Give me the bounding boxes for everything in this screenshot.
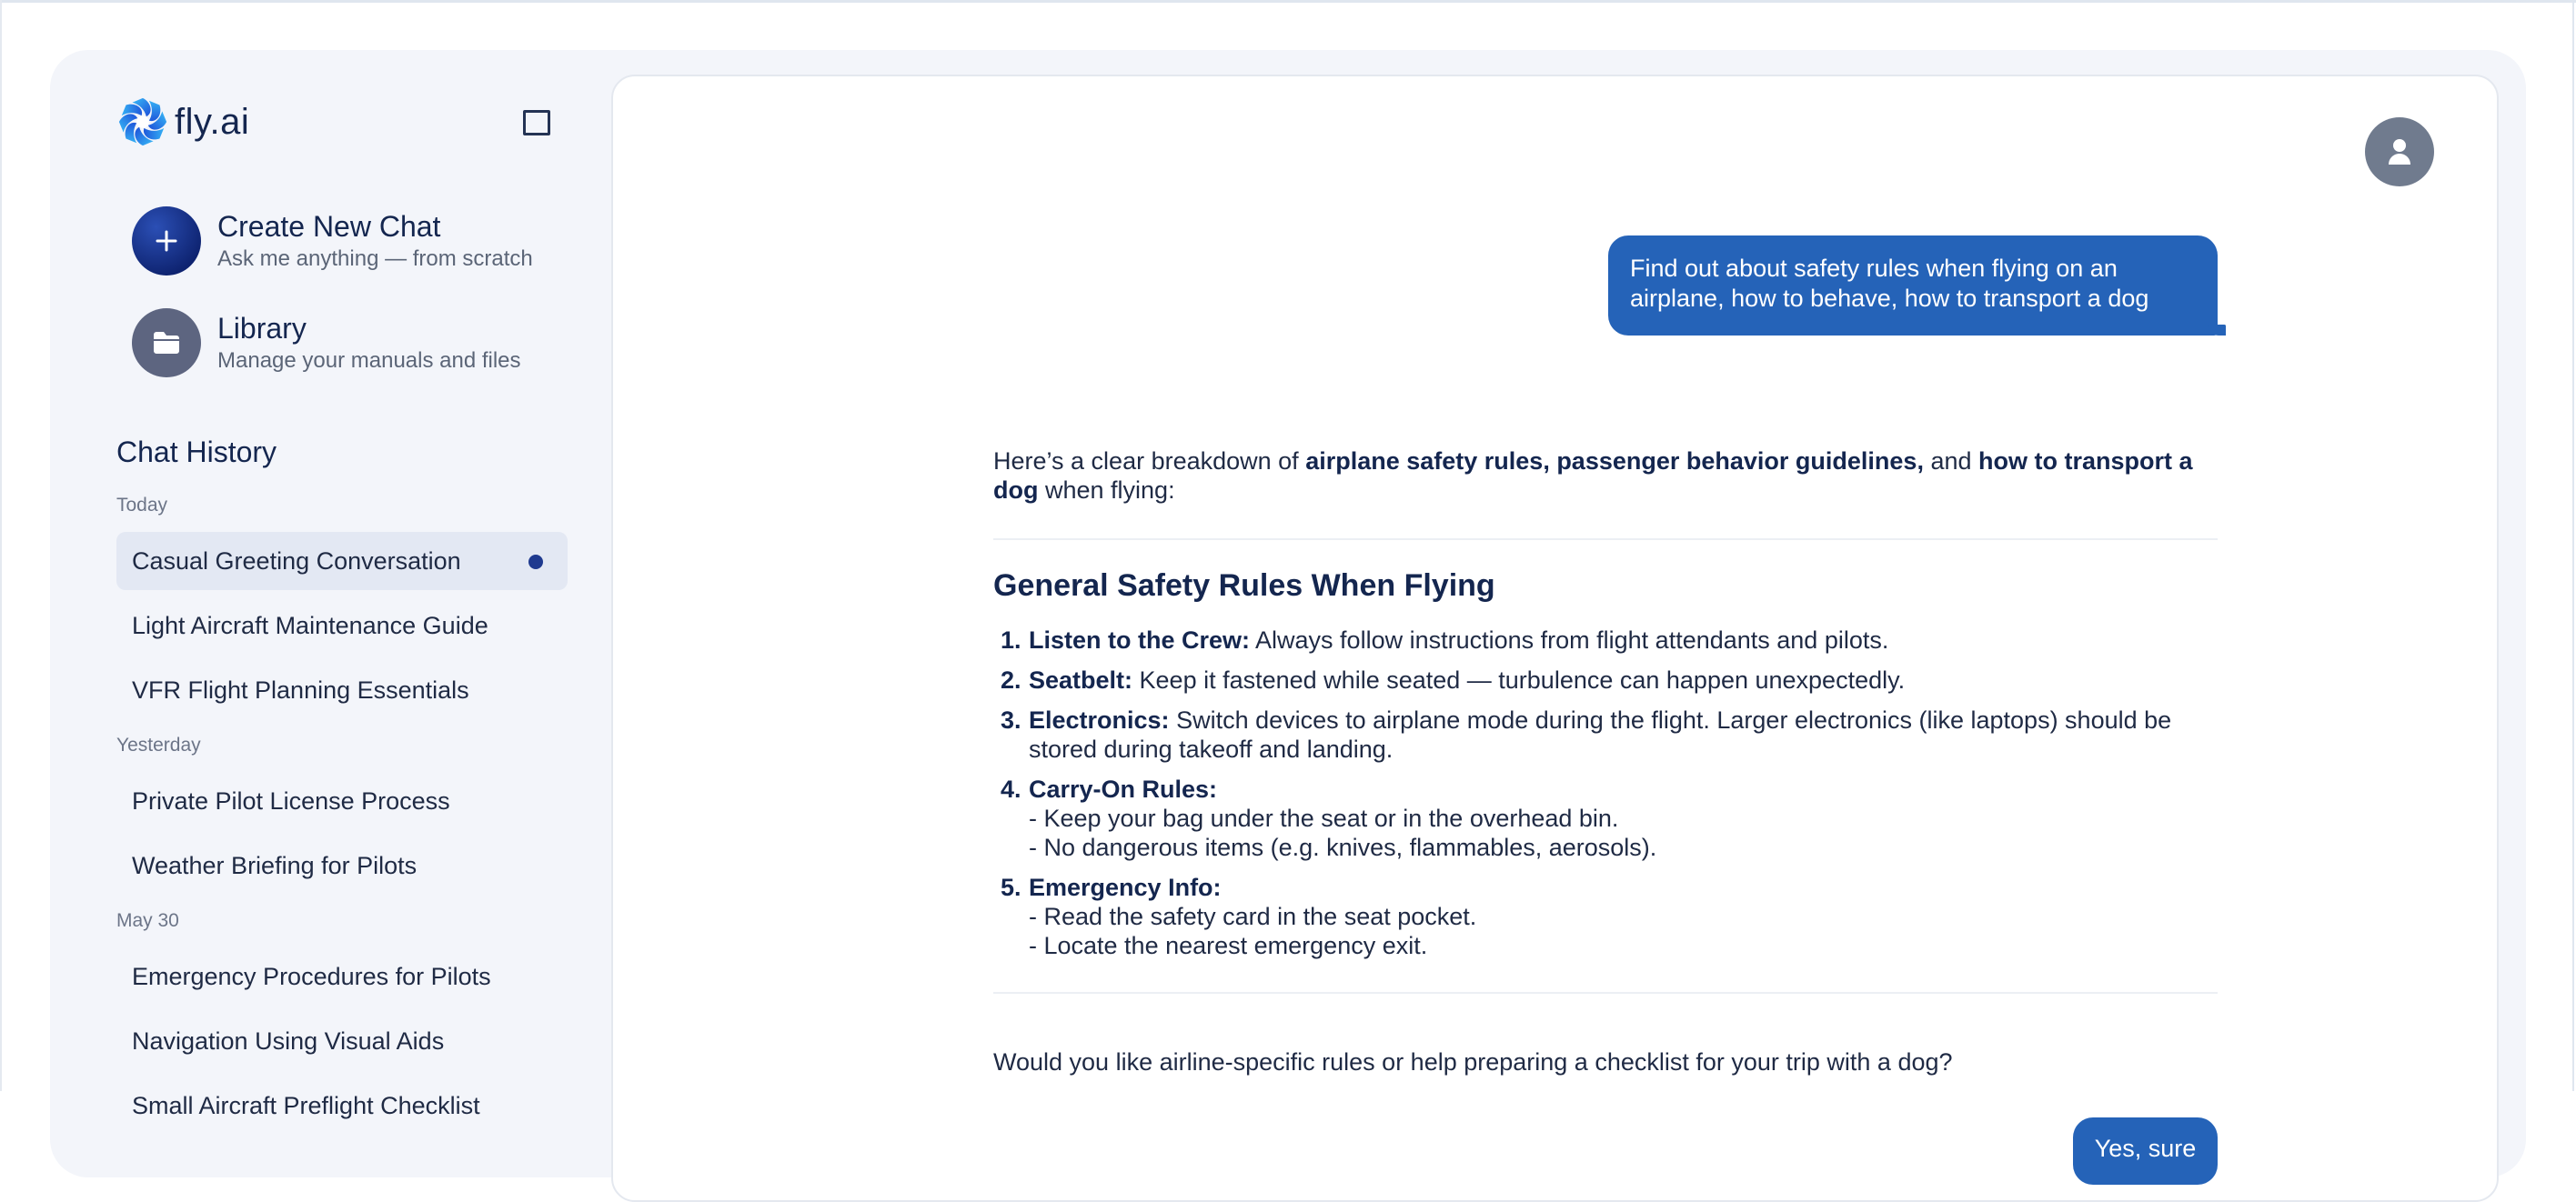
rule-item — [993, 873, 2221, 960]
window-right-border — [2572, 0, 2574, 1091]
brand-name: fly.ai — [175, 101, 250, 142]
section-heading: General Safety Rules When Flying — [993, 568, 1495, 603]
plus-icon — [132, 206, 201, 275]
user-message-bubble: Yes, sure — [2073, 1117, 2218, 1185]
rule-bullet: - Keep your bag under the seat or in the overhead bin. — [1029, 805, 1619, 832]
history-item-label: VFR Flight Planning Essentials — [132, 676, 469, 704]
rule-number: 1. — [1001, 626, 1021, 654]
history-item-label: Small Aircraft Preflight Checklist — [132, 1091, 480, 1119]
intro-text: Here’s a clear breakdown of — [993, 447, 1306, 475]
create-new-chat-subtitle: Ask me anything — from scratch — [217, 246, 533, 271]
window-top-border — [0, 0, 2576, 3]
rule-text: Switch devices to airplane mode during the flight. Larger electronics (like laptops) should be stored during takeoff and landing. — [1029, 706, 2172, 763]
active-indicator-dot — [528, 555, 543, 569]
history-item[interactable] — [116, 1077, 568, 1135]
chat-panel — [611, 75, 2499, 1202]
rule-label: Seatbelt: — [1029, 666, 1133, 694]
content-divider — [993, 538, 2218, 540]
rule-item — [993, 775, 2221, 862]
assistant-followup-question: Would you like airline-specific rules or help preparing a checklist for your trip with a dog? — [993, 1048, 1953, 1076]
history-item-label: Weather Briefing for Pilots — [132, 851, 418, 879]
window-left-border — [0, 0, 2, 1091]
app-shell — [50, 50, 2526, 1177]
assistant-intro — [993, 446, 2221, 505]
rule-item — [993, 666, 2221, 695]
history-group-label: Yesterday — [116, 735, 201, 756]
chat-history-heading: Chat History — [116, 436, 277, 468]
history-item[interactable] — [116, 661, 568, 719]
rule-bullet: - Read the safety card in the seat pocket. — [1029, 903, 1477, 930]
history-item[interactable] — [116, 1012, 568, 1070]
history-item-label: Light Aircraft Maintenance Guide — [132, 611, 488, 639]
rule-number: 4. — [1001, 776, 1021, 803]
history-group-label: May 30 — [116, 910, 179, 931]
history-item[interactable] — [116, 836, 568, 895]
history-item-label: Navigation Using Visual Aids — [132, 1027, 445, 1055]
history-item-label: Casual Greeting Conversation — [132, 546, 461, 575]
rule-number: 2. — [1001, 666, 1021, 694]
history-item[interactable] — [116, 596, 568, 655]
content-divider — [993, 992, 2218, 994]
rule-number: 5. — [1001, 874, 1021, 901]
history-item-label: Emergency Procedures for Pilots — [132, 962, 491, 990]
library-title: Library — [217, 312, 307, 345]
intro-bold: airplane safety rules, passenger behavior guidelines, — [1305, 447, 1924, 475]
brand-logo[interactable] — [116, 95, 249, 148]
rule-item — [993, 706, 2221, 764]
fly-ai-logo-icon — [116, 95, 169, 148]
rule-bullet: - No dangerous items (e.g. knives, flammables, aerosols). — [1029, 834, 1657, 861]
rule-label: Electronics: — [1029, 706, 1170, 734]
history-item-active[interactable] — [116, 532, 568, 590]
rule-text: Keep it fastened while seated — turbulence can happen unexpectedly. — [1132, 666, 1906, 694]
history-group-label: Today — [116, 495, 168, 516]
create-new-chat-button[interactable] — [132, 206, 533, 275]
intro-text: when flying: — [1038, 476, 1175, 504]
user-avatar[interactable] — [2365, 117, 2434, 186]
rule-label: Emergency Info: — [1029, 874, 1222, 901]
user-icon — [2386, 137, 2413, 166]
rule-bullet: - Locate the nearest emergency exit. — [1029, 932, 1428, 959]
rule-number: 3. — [1001, 706, 1021, 734]
folder-icon — [132, 308, 201, 377]
sidebar — [50, 50, 614, 1177]
history-item[interactable] — [116, 772, 568, 830]
user-message-bubble: Find out about safety rules when flying on an airplane, how to behave, how to transport a dog — [1608, 235, 2218, 336]
history-item-label: Private Pilot License Process — [132, 786, 450, 815]
library-subtitle: Manage your manuals and files — [217, 348, 521, 373]
rule-text: Always follow instructions from flight attendants and pilots. — [1250, 626, 1889, 654]
intro-bold: how to transport a dog — [993, 447, 2193, 504]
rule-label: Listen to the Crew: — [1029, 626, 1251, 654]
rule-item — [993, 626, 2221, 655]
rule-label: Carry-On Rules: — [1029, 776, 1218, 803]
intro-text: and — [1923, 447, 1979, 475]
sidebar-toggle-icon[interactable] — [523, 110, 550, 135]
library-button[interactable] — [132, 308, 521, 377]
history-item[interactable] — [116, 947, 568, 1006]
create-new-chat-title: Create New Chat — [217, 210, 441, 243]
